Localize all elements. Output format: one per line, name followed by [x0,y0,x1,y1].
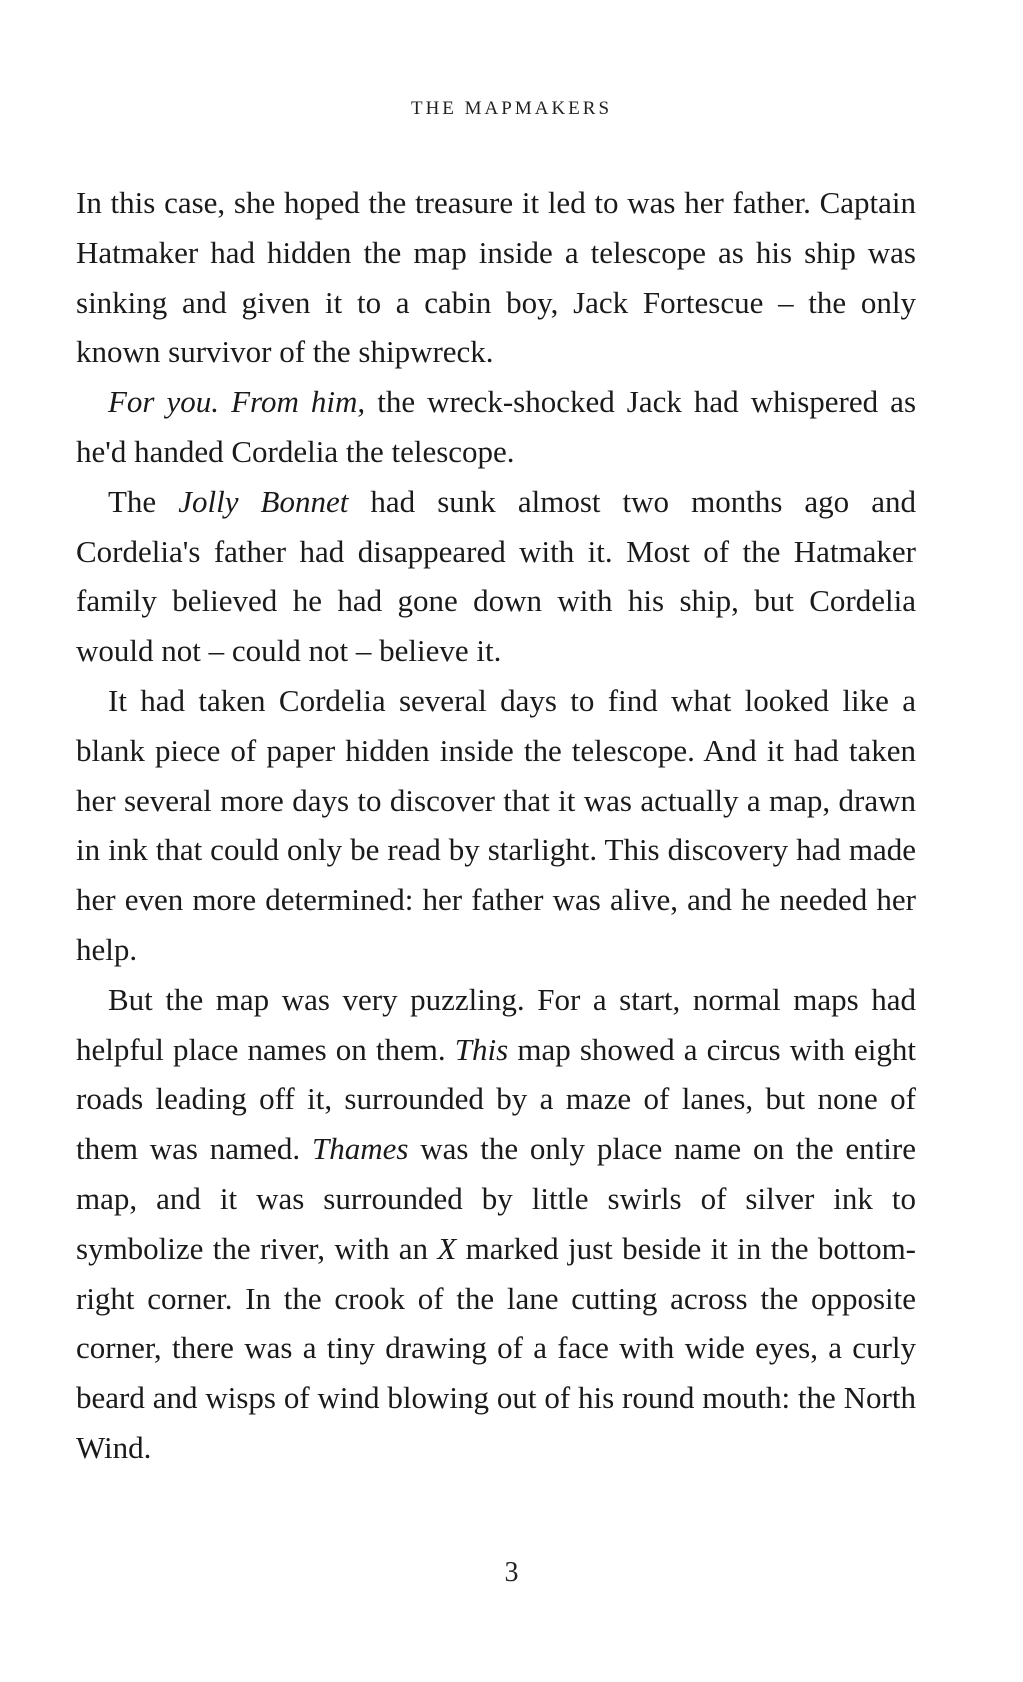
paragraph-5-text-1: But the map was very puzzling. For a start, normal maps had helpful place names on them. [76,981,916,1067]
running-head: THE MAPMAKERS [410,98,613,119]
paragraph-3-text-before: The [108,483,179,519]
paragraph-4 [76,676,916,975]
page-number: 3 [504,1557,519,1588]
body-text [76,178,916,1473]
paragraph-5-text-3: was the only place name on the entire map, and it was surrounded by little swirls of silver ink to symbolize the river, with an [76,1131,916,1266]
paragraph-5-italic-1: This [454,1031,509,1067]
paragraph-2-italic-2: From him, [231,384,366,420]
paragraph-1 [76,178,916,377]
paragraph-3-ship-name: Jolly Bonnet [178,483,349,519]
paragraph-5-text-2: map showed a circus with eight roads leading off it, surrounded by a maze of lanes, but none of them was named. [76,1031,916,1167]
paragraph-5-text-4: marked just beside it in the bottom-right corner. In the crook of the lane cutting across the opposite corner, there was a tiny drawing of a face with wide eyes, a curly beard and wisps of wind blowing out of his round mouth: the North Wind. [76,1230,917,1465]
paragraph-2-text: the wreck-shocked Jack had whispered as he'd handed Cordelia the telescope. [76,384,917,469]
paragraph-3 [76,477,916,676]
paragraph-2 [76,377,916,477]
paragraph-5 [76,975,916,1473]
paragraph-4-text: It had taken Cordelia several days to find what looked like a blank piece of paper hidden inside the telescope. And it had taken her several more days to discover that it was actually a map, drawn in ink that could only be read by starlight. This discovery had made her even more determined: her father was alive, and he needed her help. [76,682,916,967]
paragraph-1-text: In this case, she hoped the treasure it led to was her father. Captain Hatmaker had hidden the map inside a telescope as his ship was sinking and given it to a cabin boy, Jack Fortescue – the only known survivor of the shipwreck. [76,185,916,370]
paragraph-5-italic-3: X [437,1230,457,1266]
paragraph-2-italic-1: For you. [108,384,220,420]
paragraph-3-text-after: had sunk almost two months ago and Cordelia's father had disappeared with it. Most of the Hatmaker family believed he had gone down with his ship, but Cordelia would not – could not – believe it. [76,483,916,669]
paragraph-5-italic-2: Thames [311,1131,409,1167]
